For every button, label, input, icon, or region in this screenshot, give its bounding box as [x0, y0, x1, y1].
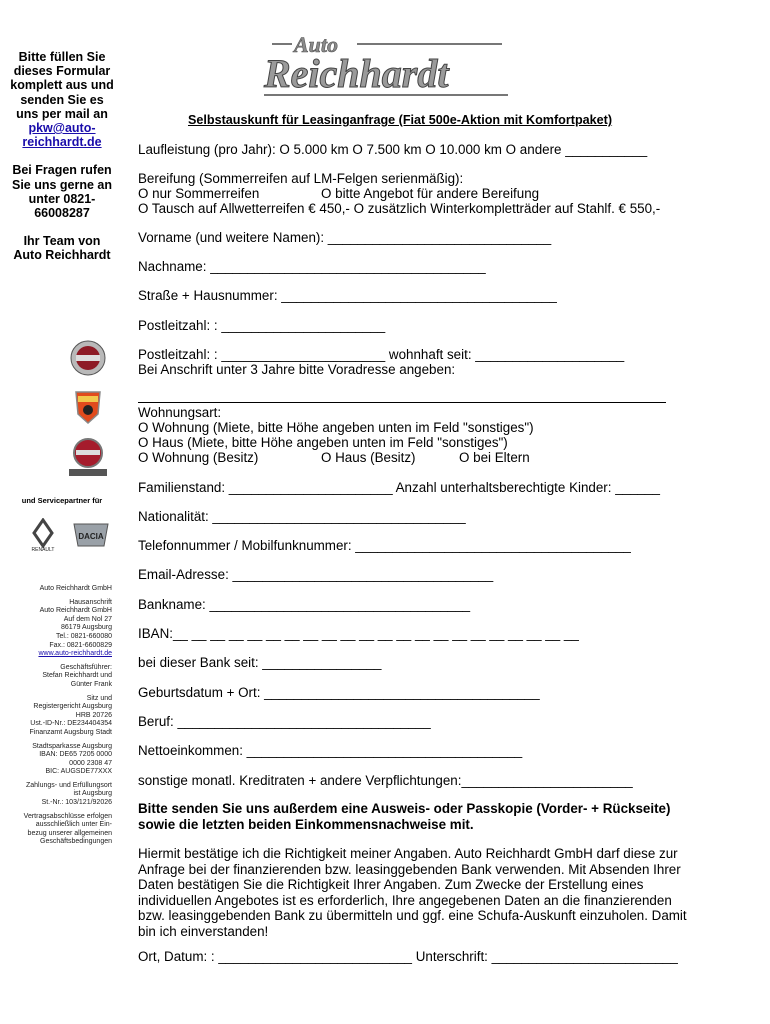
sidebar-contact-info	[8, 50, 116, 263]
tyres-option-summer[interactable]: O nur Sommerreifen	[138, 186, 260, 201]
tyres-option-other[interactable]: O bitte Angebot für andere Bereifung	[321, 186, 540, 201]
management-names-2: Günter Frank	[70, 680, 112, 688]
sidebar-questions-text: Bei Fragen rufen Sie uns gerne an unter 0821-66008287	[11, 163, 113, 221]
housing-option-own-flat[interactable]: O Wohnung (Besitz)	[138, 450, 259, 465]
address-street: Auf dem Nol 27	[63, 615, 112, 623]
sidebar-team-text: Ihr Team von Auto Reichhardt	[13, 234, 111, 263]
housing-option-parents[interactable]: O bei Eltern	[459, 450, 530, 465]
terms-1: Vertragsabschlüsse erfolgen	[23, 812, 112, 820]
email-link[interactable]: pkw@auto-reichhardt.de	[22, 121, 102, 150]
tyres-option-allweather[interactable]: O Tausch auf Allwetterreifen € 450,- O zusätzlich Winterkompletträder auf Stahlf. € 550,-	[138, 201, 661, 216]
company-info	[6, 585, 112, 852]
management-names: Stefan Reichhardt und	[42, 672, 112, 680]
company-fax: Fax.: 0821-6600829	[49, 641, 112, 649]
vat-id: Ust.-ID-Nr.: DE234404354	[30, 720, 112, 728]
svg-text:DACIA: DACIA	[78, 532, 104, 541]
svg-text:RENAULT: RENAULT	[31, 547, 55, 552]
website-link[interactable]: www.auto-reichhardt.de	[38, 650, 112, 658]
fiat-professional-icon	[66, 436, 110, 478]
hrb: HRB 20726	[75, 711, 112, 719]
previous-address-label: Bei Anschrift unter 3 Jahre bitte Voradresse angeben:	[138, 362, 456, 377]
abarth-icon	[68, 386, 108, 426]
register: Registergericht Augsburg	[33, 703, 112, 711]
birth-field[interactable]: Geburtsdatum + Ort: _____________________________________	[138, 685, 540, 700]
documents-note: Bitte senden Sie uns außerdem eine Ausweis- oder Passkopie (Vorder- + Rückseite) sowie die letzten beiden Einkommensnachweise mit.	[138, 801, 671, 832]
seat-title: Sitz und	[86, 694, 112, 702]
sidebar-intro-text: Bitte füllen Sie dieses Formular komplett aus und senden Sie es uns per mail an	[10, 50, 114, 121]
street-field[interactable]: Straße + Hausnummer: _____________________________________	[138, 288, 557, 303]
tyres-title: Bereifung (Sommerreifen auf LM-Felgen serienmäßig):	[138, 171, 464, 186]
payment-place-2: ist Augsburg	[73, 790, 112, 798]
marital-status-field[interactable]: Familienstand: ______________________ Anzahl unterhaltsberechtigte Kinder: ______	[138, 480, 660, 495]
logo-auto-text: Auto	[294, 32, 339, 57]
company-bic: BIC: AUGSDE77XXX	[45, 768, 112, 776]
address-title: Hausanschrift	[69, 598, 112, 606]
signature-field[interactable]: Ort, Datum: : __________________________ Unterschrift: _________________________	[138, 949, 678, 964]
bank-since-field[interactable]: bei dieser Bank seit: ________________	[138, 655, 382, 670]
auto-reichhardt-logo	[262, 32, 512, 100]
job-field[interactable]: Beruf: __________________________________	[138, 714, 431, 729]
nationality-field[interactable]: Nationalität: __________________________________	[138, 509, 466, 524]
lastname-field[interactable]: Nachname: _____________________________________	[138, 259, 486, 274]
address-name: Auto Reichhardt GmbH	[39, 607, 112, 615]
phone-field[interactable]: Telefonnummer / Mobilfunknummer: _____________________________________	[138, 538, 631, 553]
previous-address-line[interactable]	[138, 402, 666, 403]
iban-field[interactable]: IBAN:__ __ __ __ __ __ __ __ __ __ __ __ __ __ __ __ __ __ __ __ __ __	[138, 626, 579, 641]
terms-3: bezug unserer allgemeinen	[27, 829, 112, 837]
payment-place-1: Zahlungs- und Erfüllungsort	[26, 781, 112, 789]
form-title: Selbstauskunft für Leasinganfrage (Fiat 500e-Aktion mit Komfortpaket)	[188, 113, 613, 127]
company-iban-2: 0000 2308 47	[69, 759, 112, 767]
credits-field[interactable]: sonstige monatl. Kreditraten + andere Verpflichtungen:_______________________	[138, 773, 633, 788]
company-iban-1: IBAN: DE65 7205 0000	[39, 751, 112, 759]
zip-resident-since-field[interactable]: Postleitzahl: : ______________________ wohnhaft seit: ____________________	[138, 347, 625, 362]
management-title: Geschäftsführer:	[60, 663, 112, 671]
tax-number: St.-Nr.: 103/121/92026	[41, 799, 112, 807]
bank-name-company: Stadtsparkasse Augsburg	[32, 742, 112, 750]
company-name: Auto Reichhardt GmbH	[39, 585, 112, 592]
housing-option-rent-house[interactable]: O Haus (Miete, bitte Höhe angeben unten im Feld "sonstiges")	[138, 435, 508, 450]
logo-reichhardt-text: Reichhardt	[264, 51, 449, 96]
consent-text: Hiermit bestätige ich die Richtigkeit meiner Angaben. Auto Reichhardt GmbH darf diese zur Anfrage bei der finanzierenden bzw. leasinggebenden Bank verwenden. Mit Absenden Ihrer Daten bestätigen Sie die Richtigkeit Ihrer Angaben. Zum Zwecke der Erstellung eines individuellen Angebotes ist es erforderlich, Ihre angegebenen Daten an die finanzierenden bzw. leasinggebenden Bank zu übermitteln und ggf. eine Schufa-Auskunft einzuholen. Damit bin ich einverstanden!	[138, 846, 687, 939]
terms-4: Geschäftsbedingungen	[40, 838, 112, 846]
email-field[interactable]: Email-Adresse: ___________________________________	[138, 567, 494, 582]
partner-label: und Servicepartner für	[21, 496, 103, 505]
firstname-field[interactable]: Vorname (und weitere Namen): ______________________________	[138, 230, 552, 245]
housing-title: Wohnungsart:	[138, 405, 222, 420]
tax-office: Finanzamt Augsburg Stadt	[29, 728, 112, 736]
housing-option-own-house[interactable]: O Haus (Besitz)	[321, 450, 416, 465]
bank-field[interactable]: Bankname: ___________________________________	[138, 597, 471, 612]
fiat-icon	[70, 340, 106, 376]
dacia-icon	[68, 520, 114, 554]
company-tel: Tel.: 0821-660080	[55, 632, 112, 640]
housing-option-rent-flat[interactable]: O Wohnung (Miete, bitte Höhe angeben unten im Feld "sonstiges")	[138, 420, 534, 435]
terms-2: ausschließlich unter Ein-	[35, 821, 112, 829]
zip-field[interactable]: Postleitzahl: : ______________________	[138, 318, 386, 333]
mileage-field[interactable]: Laufleistung (pro Jahr): O 5.000 km O 7.500 km O 10.000 km O andere ___________	[138, 142, 648, 157]
renault-icon	[22, 518, 64, 552]
address-city: 86179 Augsburg	[61, 624, 112, 632]
income-field[interactable]: Nettoeinkommen: _____________________________________	[138, 743, 523, 758]
